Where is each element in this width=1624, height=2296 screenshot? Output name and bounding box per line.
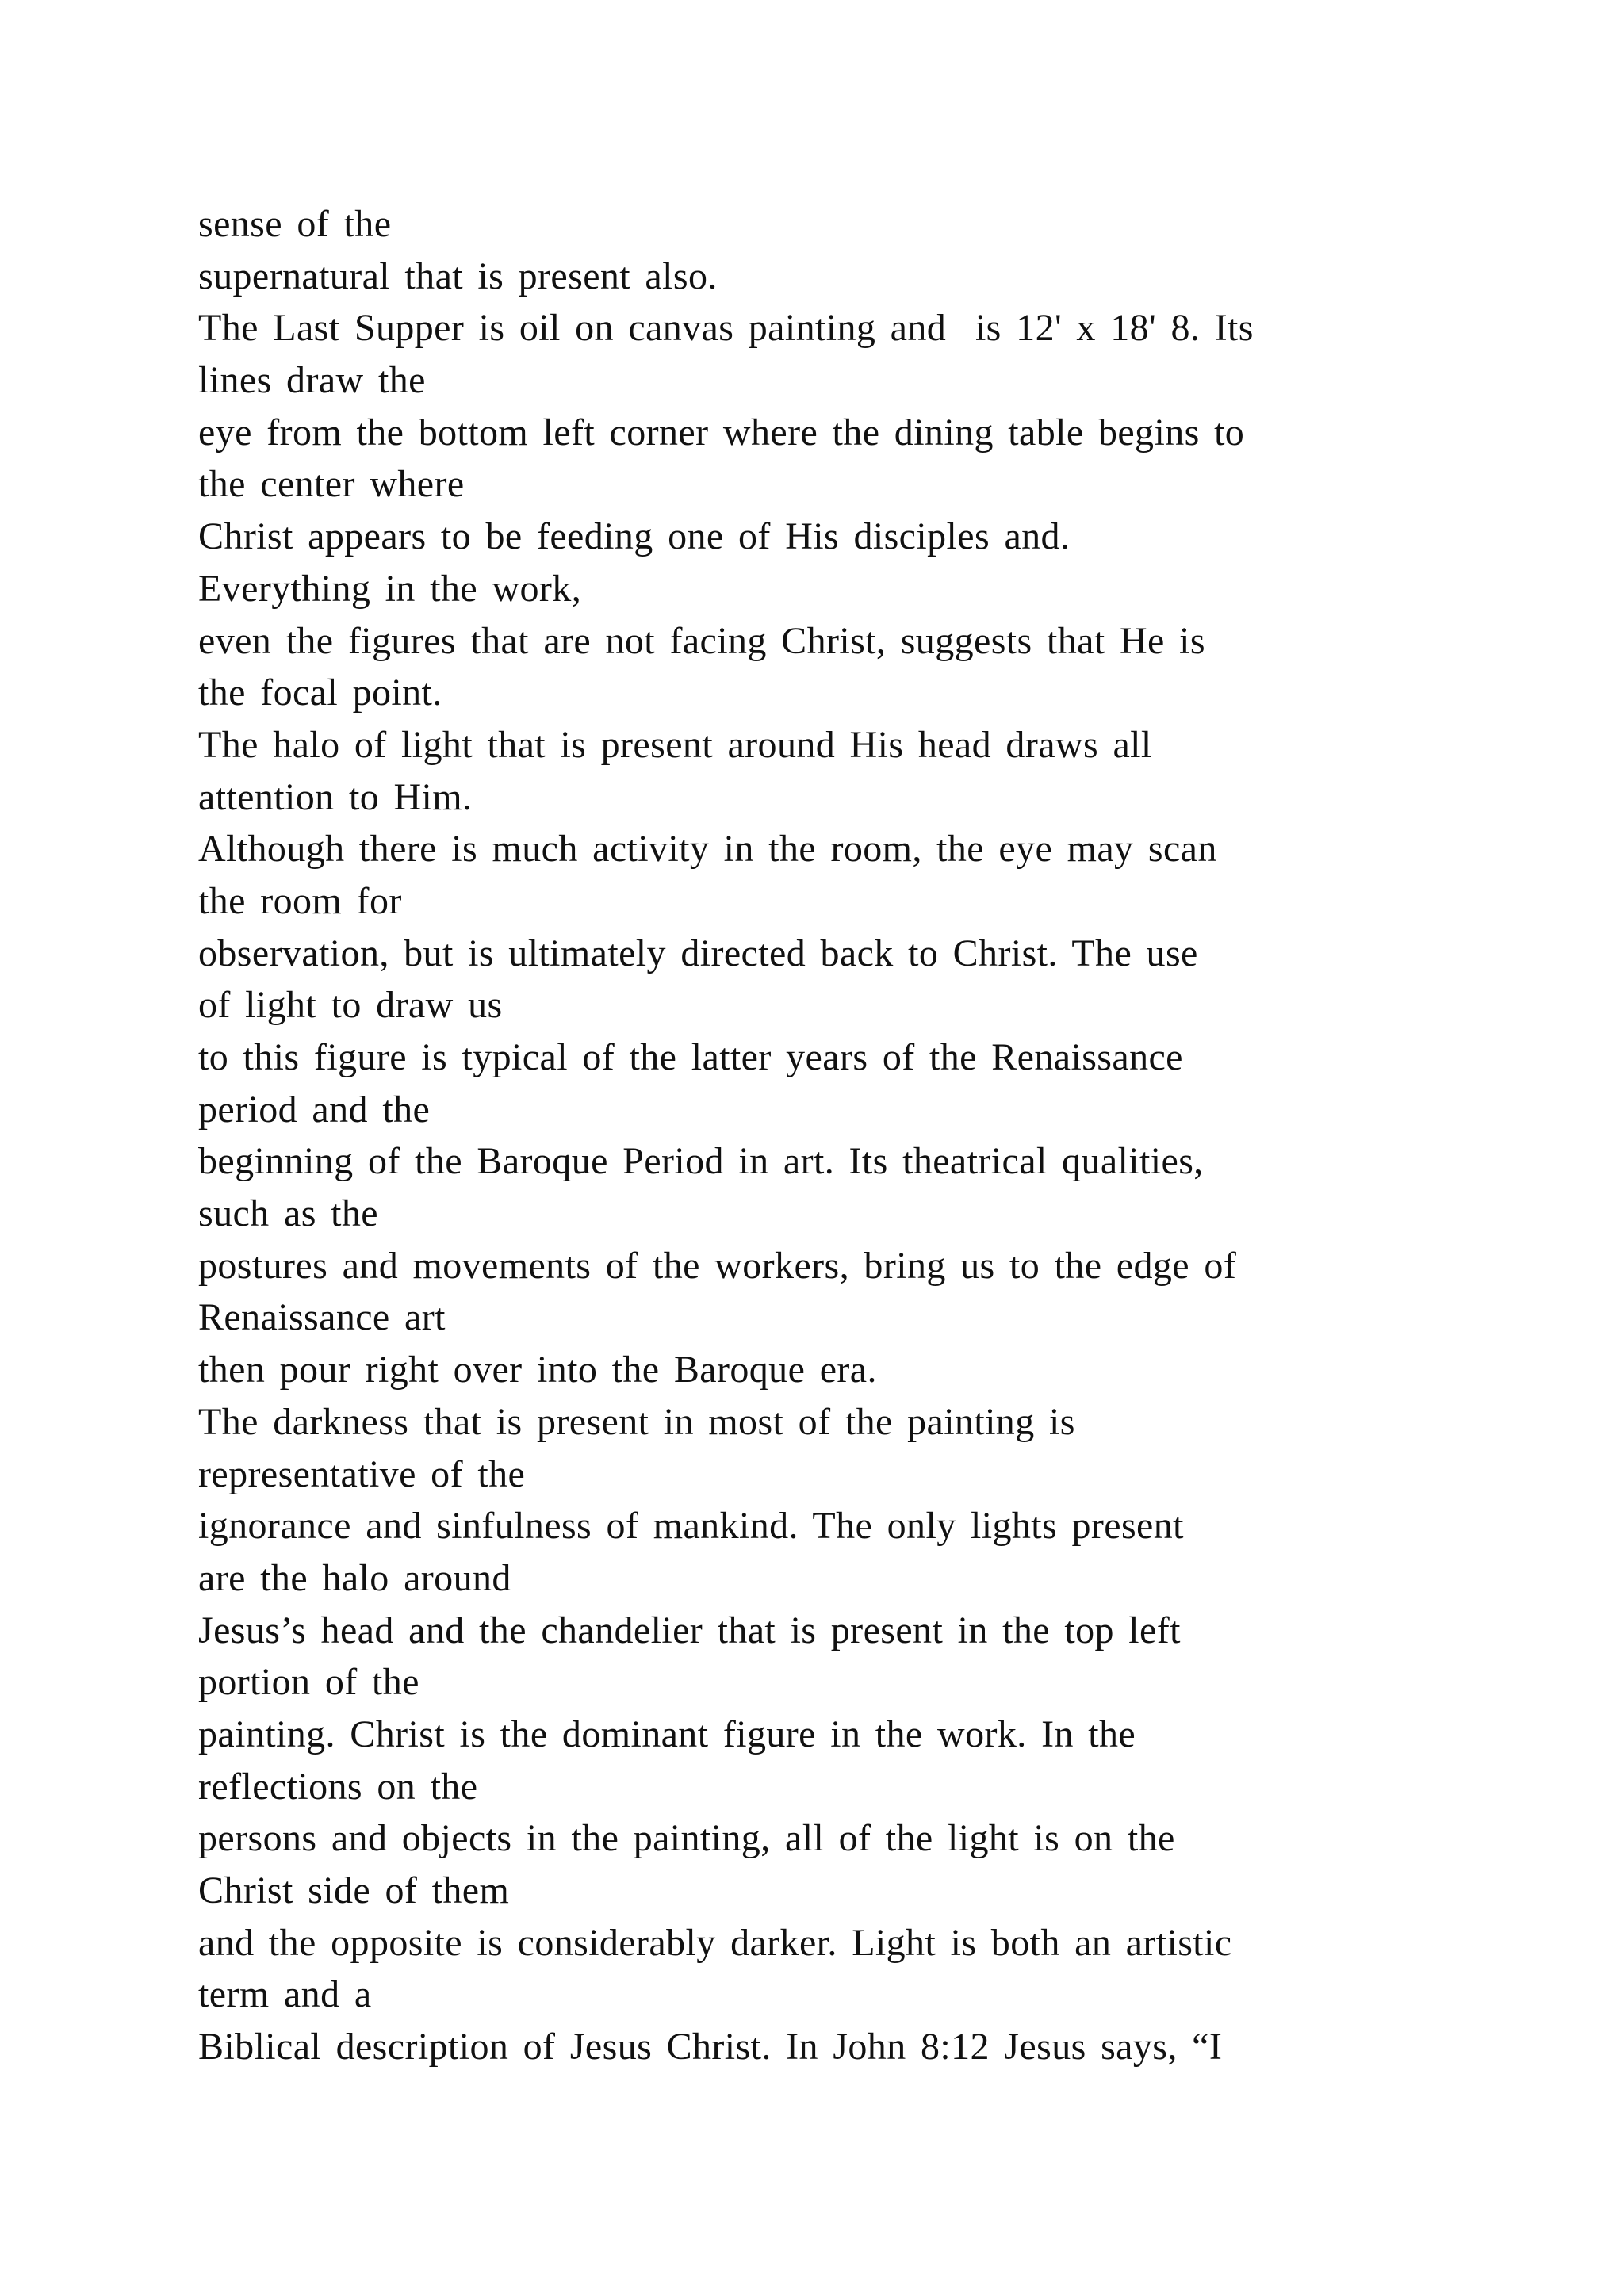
text-line: the center where <box>198 463 465 506</box>
text-line: eye from the bottom left corner where the dining table begins to <box>198 411 1245 453</box>
text-line: Although there is much activity in the room, the eye may scan <box>198 828 1217 871</box>
text-line: The Last Supper is oil on canvas painting and is 12' x 18' 8. Its <box>198 307 1254 350</box>
text-line: to this figure is typical of the latter years of the Renaissance <box>198 1036 1183 1078</box>
text-line: Christ side of them <box>198 1869 510 1911</box>
text-line: such as the <box>198 1192 379 1235</box>
text-line: The darkness that is present in most of the painting is <box>198 1400 1075 1443</box>
text-line: painting. Christ is the dominant figure in the work. In the <box>198 1712 1136 1755</box>
text-line: the room for <box>198 879 402 922</box>
text-line: attention to Him. <box>198 775 473 818</box>
text-line: and the opposite is considerably darker. Light is both an artistic <box>198 1921 1232 1964</box>
text-line: reflections on the <box>198 1765 478 1808</box>
text-line: Renaissance art <box>198 1296 446 1339</box>
text-line: portion of the <box>198 1661 419 1704</box>
text-line: The halo of light that is present around His head draws all <box>198 723 1152 766</box>
text-line: of light to draw us <box>198 984 503 1027</box>
text-line: even the figures that are not facing Christ, suggests that He is <box>198 619 1205 662</box>
text-line: lines draw the <box>198 359 426 402</box>
body-text <box>198 198 1467 2073</box>
text-line: representative of the <box>198 1452 526 1495</box>
text-line: beginning of the Baroque Period in art. Its theatrical qualities, <box>198 1140 1204 1183</box>
text-line: persons and objects in the painting, all of the light is on the <box>198 1817 1175 1860</box>
text-line: supernatural that is present also. <box>198 254 718 297</box>
text-line: sense of the <box>198 203 392 245</box>
text-line: the focal point. <box>198 672 442 714</box>
text-line: Everything in the work, <box>198 567 582 610</box>
text-line: term and a <box>198 1973 372 2016</box>
text-line: observation, but is ultimately directed back to Christ. The use <box>198 932 1198 974</box>
text-line: Christ appears to be feeding one of His disciples and. <box>198 515 1071 558</box>
text-line: ignorance and sinfulness of mankind. The only lights present <box>198 1505 1184 1548</box>
text-line: then pour right over into the Baroque era. <box>198 1349 877 1391</box>
text-line: Jesus’s head and the chandelier that is present in the top left <box>198 1609 1181 1651</box>
text-line: are the halo around <box>198 1556 511 1599</box>
text-line: period and the <box>198 1088 431 1131</box>
text-line: postures and movements of the workers, bring us to the edge of <box>198 1244 1237 1287</box>
text-line: Biblical description of Jesus Christ. In John 8:12 Jesus says, “I <box>198 2026 1223 2068</box>
